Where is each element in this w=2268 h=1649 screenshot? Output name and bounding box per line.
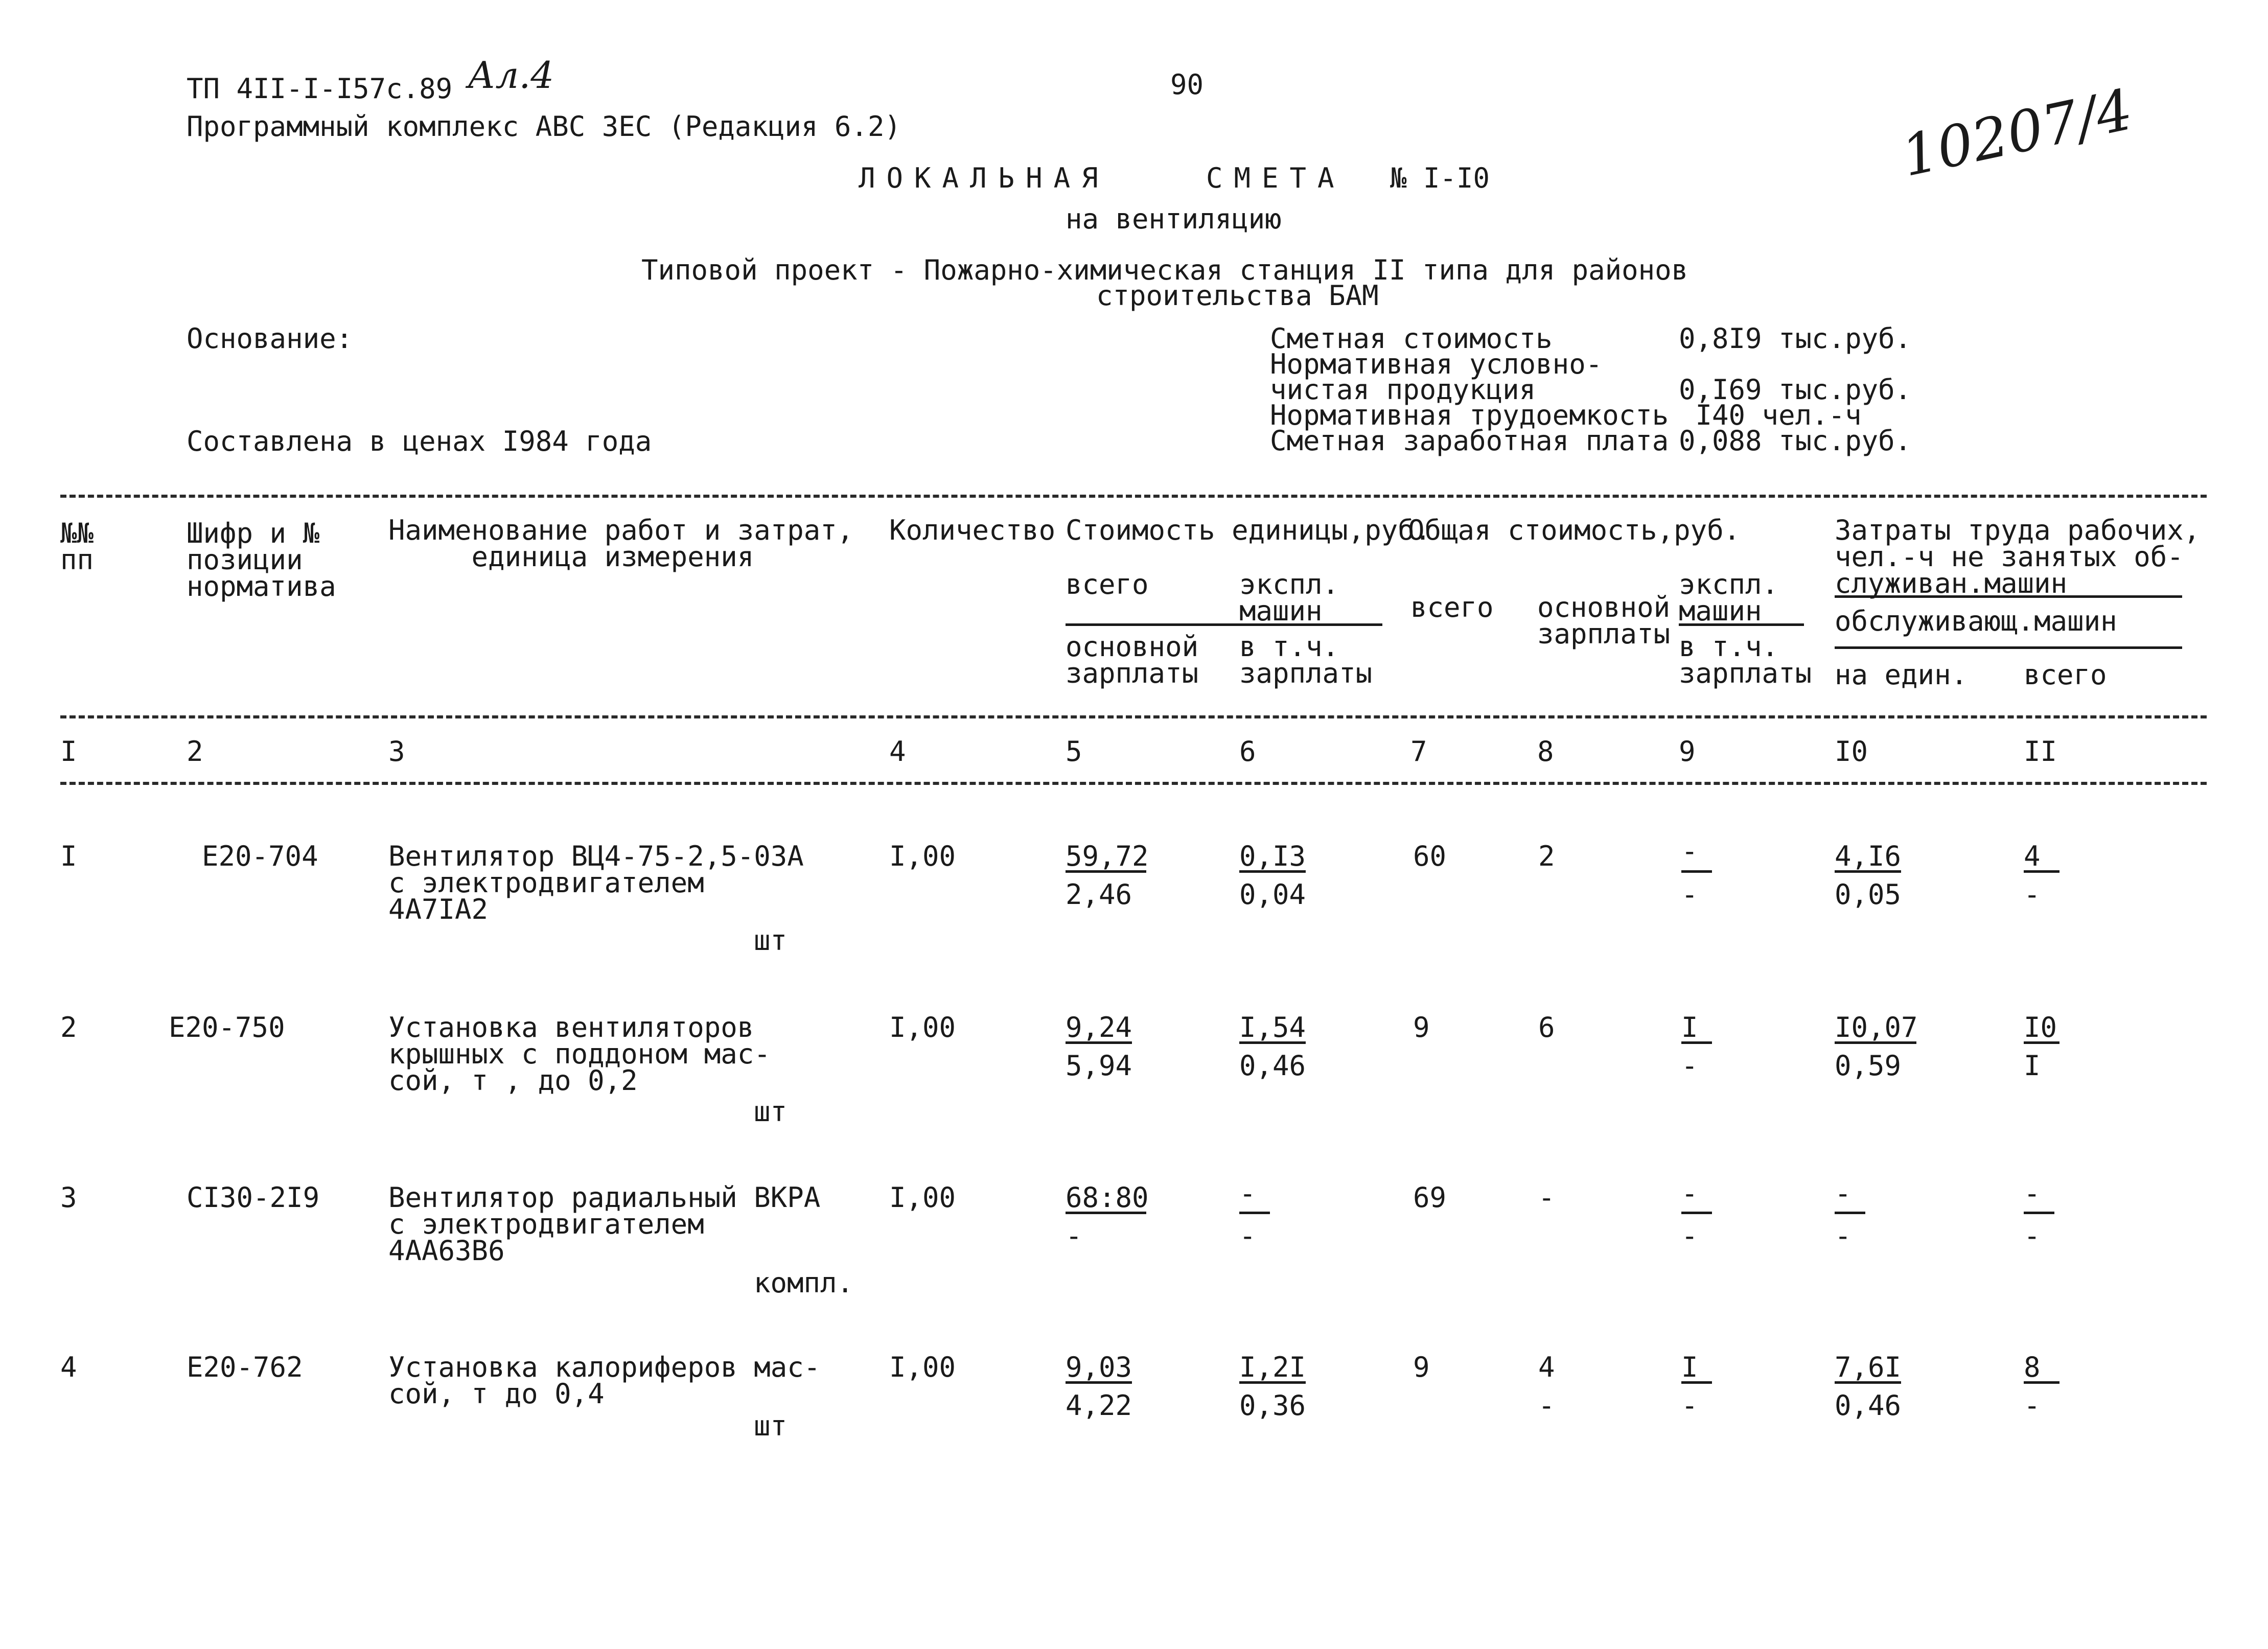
- col-header-c9-top: экспл. машин: [1679, 568, 1779, 627]
- title-word-local: ЛОКАЛЬНАЯ: [859, 162, 1109, 194]
- row-unit-machine-wage: 0,04: [1239, 878, 1306, 911]
- col-header-total-cost: Общая стоимость,руб.: [1408, 514, 1741, 546]
- basis-label: Основание:: [187, 322, 353, 355]
- row-labor-unit-machines: 0,59: [1835, 1050, 1902, 1082]
- col-header-name: Наименование работ и затрат, единица измерения: [388, 514, 854, 573]
- row-unit-machine-wage: -: [1239, 1220, 1256, 1252]
- row-name: Вентилятор ВЦ4-75-2,5-03А с электродвигателем 4А7IА2: [388, 840, 804, 925]
- underline: [1066, 1041, 1132, 1044]
- doc-code: ТП 4II-I-I57с.89: [187, 73, 453, 105]
- underline: [1066, 1212, 1146, 1214]
- col-header-labor-sub: обслуживающ.машин: [1835, 605, 2117, 637]
- row-unit-machine: I,2I: [1239, 1351, 1306, 1383]
- column-number: 3: [388, 735, 405, 768]
- handwritten-album-note: Ал.4: [468, 54, 554, 97]
- row-name: Установка вентиляторов крышных с поддоном мас- сой, т , до 0,2: [388, 1011, 771, 1097]
- unit-cost-sub-rule: [1066, 623, 1382, 626]
- column-number: 9: [1679, 735, 1696, 768]
- row-total: 9: [1413, 1351, 1430, 1383]
- row-labor-unit: -: [1835, 1177, 1852, 1210]
- row-number: I: [60, 840, 77, 872]
- row-labor-unit: 4,I6: [1835, 840, 1902, 872]
- underline: [1835, 870, 1901, 873]
- summary-value: I40 чел.-ч: [1679, 399, 1862, 431]
- col-header-c10: на един.: [1835, 659, 1968, 691]
- column-number: 7: [1410, 735, 1427, 768]
- row-unit: шт: [754, 1410, 788, 1442]
- row-labor-unit: 7,6I: [1835, 1351, 1902, 1383]
- underline: [2024, 1381, 2059, 1384]
- col-header-c11: всего: [2024, 659, 2107, 691]
- row-total-machine: I: [1681, 1011, 1698, 1043]
- col-header-code: Шифр и № позиции норматива: [187, 517, 336, 602]
- row-unit-cost-wage: 5,94: [1066, 1050, 1132, 1082]
- col-header-c6-top: экспл. машин: [1239, 568, 1339, 627]
- row-unit: шт: [754, 1096, 788, 1128]
- row-total-machine: -: [1681, 1177, 1698, 1210]
- row-quantity: I,00: [889, 1351, 956, 1383]
- column-number: 8: [1537, 735, 1554, 768]
- row-unit-cost-wage: 4,22: [1066, 1389, 1132, 1422]
- row-labor-total-machines: -: [2024, 1220, 2041, 1252]
- row-total-wage: 6: [1538, 1011, 1555, 1043]
- row-total-machine: -: [1681, 835, 1698, 867]
- underline: [1681, 1212, 1712, 1214]
- row-code: Е20-762: [187, 1351, 303, 1383]
- handwritten-doc-number: 10207/4: [1896, 76, 2138, 190]
- row-quantity: I,00: [889, 1181, 956, 1214]
- summary-label: Нормативная трудоемкость: [1270, 399, 1669, 431]
- underline: [2024, 870, 2059, 873]
- row-total-wage: 2: [1538, 840, 1555, 872]
- row-total: 9: [1413, 1011, 1430, 1043]
- row-total-machine-wage: -: [1681, 1050, 1698, 1082]
- row-name: Установка калориферов мас- сой, т до 0,4: [388, 1351, 821, 1410]
- col-header-c7: всего: [1410, 591, 1494, 623]
- row-labor-unit-machines: -: [1835, 1220, 1852, 1252]
- underline: [2024, 1041, 2059, 1044]
- summary-label: Сметная стоимость: [1270, 322, 1553, 355]
- row-labor-total: -: [2024, 1177, 2041, 1210]
- row-total: 69: [1413, 1181, 1447, 1214]
- row-total-wage: -: [1538, 1181, 1555, 1214]
- row-unit-machine: 0,I3: [1239, 840, 1306, 872]
- row-quantity: I,00: [889, 840, 956, 872]
- row-unit-machine-wage: 0,36: [1239, 1389, 1306, 1422]
- summary-value: 0,I69 тыс.руб.: [1679, 374, 1912, 406]
- labor-sub-rule: [1835, 646, 2182, 649]
- row-number: 4: [60, 1351, 77, 1383]
- col-header-unit-cost: Стоимость единицы,руб.: [1066, 514, 1431, 546]
- row-unit-cost-total: 9,03: [1066, 1351, 1132, 1383]
- underline: [1066, 870, 1146, 873]
- project-title-line-1: Типовой проект - Пожарно-химическая станция II типа для районов: [641, 254, 1688, 286]
- row-labor-unit: I0,07: [1835, 1011, 1918, 1043]
- row-unit-cost-total: 59,72: [1066, 840, 1149, 872]
- underline: [1835, 1381, 1901, 1384]
- underline: [1239, 1212, 1270, 1214]
- underline: [1239, 1041, 1306, 1044]
- table-top-rule: [60, 495, 2207, 498]
- prices-label: Составлена в ценах I984 года: [187, 425, 652, 457]
- project-title-line-2: строительства БАМ: [1096, 280, 1379, 312]
- column-number: I: [60, 735, 77, 768]
- estimate-subtitle: на вентиляцию: [1066, 203, 1282, 235]
- table-header-rule: [60, 715, 2207, 718]
- row-name: Вентилятор радиальный ВКРА с электродвигателем 4АА63В6: [388, 1181, 821, 1267]
- row-total-wage: 4: [1538, 1351, 1555, 1383]
- summary-value: 0,8I9 тыс.руб.: [1679, 322, 1912, 355]
- col-header-c9-bottom: в т.ч. зарплаты: [1679, 631, 1812, 689]
- column-number: 4: [889, 735, 906, 768]
- row-labor-unit-machines: 0,05: [1835, 878, 1902, 911]
- row-labor-total: 4: [2024, 840, 2041, 872]
- col-header-c5-bottom: основной зарплаты: [1066, 631, 1199, 689]
- row-total-machine-wage: -: [1681, 1389, 1698, 1422]
- summary-label: чистая продукция: [1270, 374, 1536, 406]
- underline: [1066, 1381, 1132, 1384]
- col-header-quantity: Количество: [889, 514, 1056, 546]
- row-code: Е20-750: [169, 1011, 285, 1043]
- column-number: 5: [1066, 735, 1082, 768]
- col-header-c5-top: всего: [1066, 568, 1149, 600]
- row-total-machine-wage: -: [1681, 878, 1698, 911]
- underline: [1681, 870, 1712, 873]
- summary-label: Сметная заработная плата: [1270, 425, 1669, 457]
- column-number: 2: [187, 735, 203, 768]
- c9-sub-rule: [1679, 623, 1804, 626]
- labor-header-rule: [1835, 595, 2182, 598]
- row-code: СI30-2I9: [187, 1181, 320, 1214]
- column-number: 6: [1239, 735, 1256, 768]
- row-labor-total: I0: [2024, 1011, 2057, 1043]
- underline: [1835, 1212, 1865, 1214]
- row-unit-cost-wage: 2,46: [1066, 878, 1132, 911]
- software-line: Программный комплекс АВС 3ЕС (Редакция 6.2): [187, 110, 901, 143]
- row-labor-total: 8: [2024, 1351, 2041, 1383]
- row-labor-total-machines: -: [2024, 1389, 2041, 1422]
- row-unit: компл.: [754, 1267, 854, 1299]
- row-unit: шт: [754, 924, 788, 957]
- col-header-c6-bottom: в т.ч. зарплаты: [1239, 631, 1373, 689]
- col-header-number: №№ пп: [60, 517, 94, 576]
- underline: [1835, 1041, 1916, 1044]
- row-labor-total-machines: I: [2024, 1050, 2041, 1082]
- row-number: 2: [60, 1011, 77, 1043]
- column-number: II: [2024, 735, 2057, 768]
- underline: [1681, 1041, 1712, 1044]
- row-unit-machine-wage: 0,46: [1239, 1050, 1306, 1082]
- column-numbers-rule: [60, 782, 2207, 785]
- row-unit-machine: I,54: [1239, 1011, 1306, 1043]
- estimate-number: № I-I0: [1390, 162, 1490, 194]
- title-word-estimate: СМЕТА: [1206, 162, 1346, 194]
- row-unit-cost-wage: -: [1066, 1220, 1082, 1252]
- row-number: 3: [60, 1181, 77, 1214]
- underline: [1681, 1381, 1712, 1384]
- row-total: 60: [1413, 840, 1447, 872]
- col-header-c8: основной зарплаты: [1537, 591, 1671, 650]
- summary-label: Нормативная условно-: [1270, 348, 1603, 380]
- row-unit-machine: -: [1239, 1177, 1256, 1210]
- row-labor-unit-machines: 0,46: [1835, 1389, 1902, 1422]
- row-total-machine-wage: -: [1681, 1220, 1698, 1252]
- row-unit-cost-total: 68:80: [1066, 1181, 1149, 1214]
- row-total-machine: I: [1681, 1351, 1698, 1383]
- row-quantity: I,00: [889, 1011, 956, 1043]
- row-unit-cost-total: 9,24: [1066, 1011, 1132, 1043]
- col-header-labor: Затраты труда рабочих, чел.-ч не занятых об- служиван.машин: [1835, 514, 2201, 599]
- row-total-wage-bottom: -: [1538, 1389, 1555, 1422]
- row-code: Е20-704: [202, 840, 318, 872]
- underline: [1239, 870, 1306, 873]
- page-number: 90: [1170, 68, 1204, 101]
- row-labor-total-machines: -: [2024, 878, 2041, 911]
- column-number: I0: [1835, 735, 1868, 768]
- summary-value: 0,088 тыс.руб.: [1679, 425, 1912, 457]
- underline: [2024, 1212, 2054, 1214]
- underline: [1239, 1381, 1306, 1384]
